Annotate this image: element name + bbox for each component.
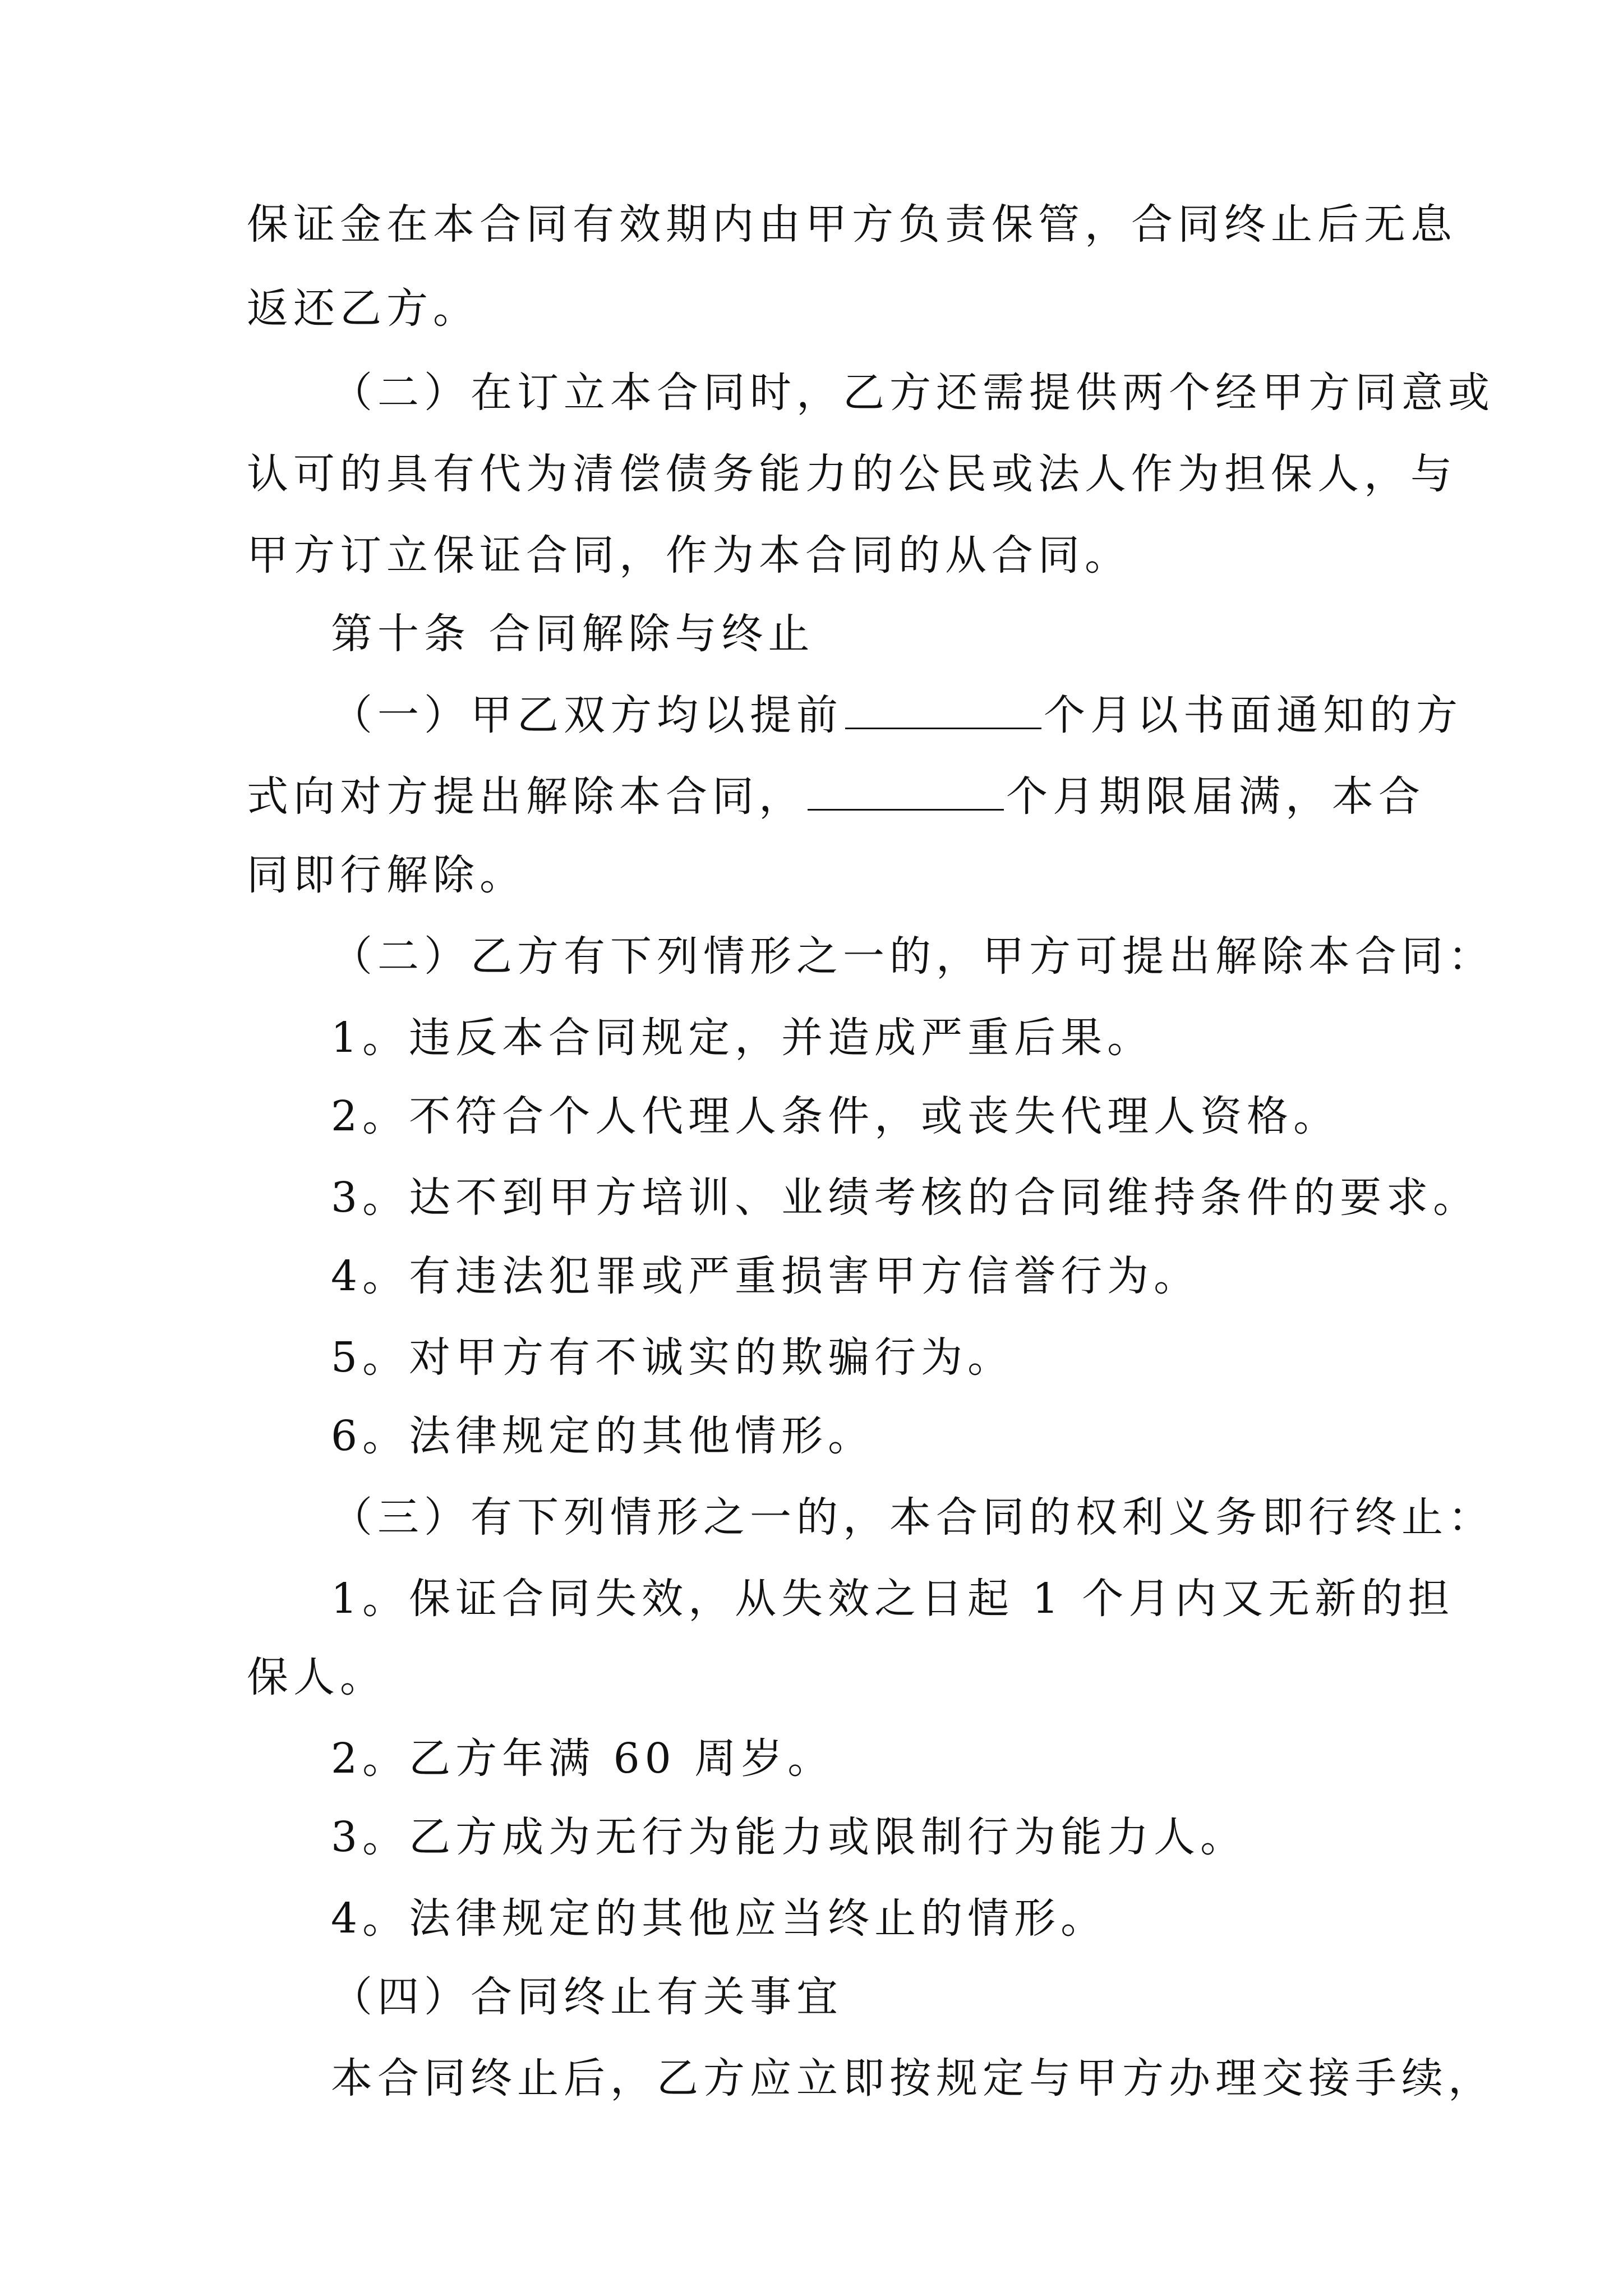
article-heading: 第十条 合同解除与终止 (331, 610, 815, 658)
body-line-2: 返还乙方。 (247, 284, 479, 333)
clause-3-item-4: 4。法律规定的其他应当终止的情形。 (331, 1894, 1108, 1943)
clause-3-item-1-line-2: 保人。 (247, 1653, 386, 1701)
clause-1-line-2-after: 个月期限届满，本合 (1006, 772, 1425, 821)
clause-1-line-2-before: 式向对方提出解除本合同， (247, 772, 805, 821)
paragraph-2-line-1: （二）在订立本合同时，乙方还需提供两个经甲方同意或 (331, 369, 1495, 417)
clause-2-item-2: 2。不符合个人代理人条件，或丧失代理人资格。 (331, 1092, 1340, 1140)
clause-2-heading: （二）乙方有下列情形之一的，甲方可提出解除本合同： (331, 932, 1495, 981)
clause-3-heading: （三）有下列情形之一的，本合同的权利义务即行终止： (331, 1493, 1495, 1542)
clause-1-line-2 (247, 769, 1623, 825)
clause-2-item-4: 4。有违法犯罪或严重损害甲方信誉行为。 (331, 1252, 1201, 1300)
body-line-1: 保证金在本合同有效期内由甲方负责保管，合同终止后无息 (247, 200, 1457, 249)
clause-3-item-1-line-1: 1。保证合同失效，从失效之日起 1 个月内又无新的担 (331, 1575, 1455, 1623)
clause-3-item-3: 3。乙方成为无行为能力或限制行为能力人。 (331, 1813, 1247, 1861)
clause-2-item-6: 6。法律规定的其他情形。 (331, 1412, 875, 1460)
clause-2-item-3: 3。达不到甲方培训、业绩考核的合同维持条件的要求。 (331, 1174, 1480, 1222)
clause-1-text-before: （一）甲乙双方均以提前 (331, 691, 843, 739)
clause-4-heading: （四）合同终止有关事宜 (331, 1973, 843, 2021)
clause-2-item-5: 5。对甲方有不诚实的欺骗行为。 (331, 1333, 1015, 1382)
paragraph-2-line-3: 甲方订立保证合同，作为本合同的从合同。 (247, 531, 1131, 579)
clause-1-line-1 (331, 687, 1623, 743)
clause-1-text-after: 个月以书面通知的方 (1044, 691, 1463, 739)
fill-blank-months-notice (845, 694, 1041, 729)
clause-4-line-1: 本合同终止后，乙方应立即按规定与甲方办理交接手续， (331, 2054, 1495, 2102)
clause-3-item-2: 2。乙方年满 60 周岁。 (331, 1734, 834, 1783)
paragraph-2-line-2: 认可的具有代为清偿债务能力的公民或法人作为担保人，与 (247, 450, 1457, 498)
fill-blank-months-expiry (808, 775, 1004, 811)
clause-2-item-1: 1。违反本合同规定，并造成严重后果。 (331, 1014, 1154, 1062)
clause-1-line-3: 同即行解除。 (247, 851, 526, 899)
